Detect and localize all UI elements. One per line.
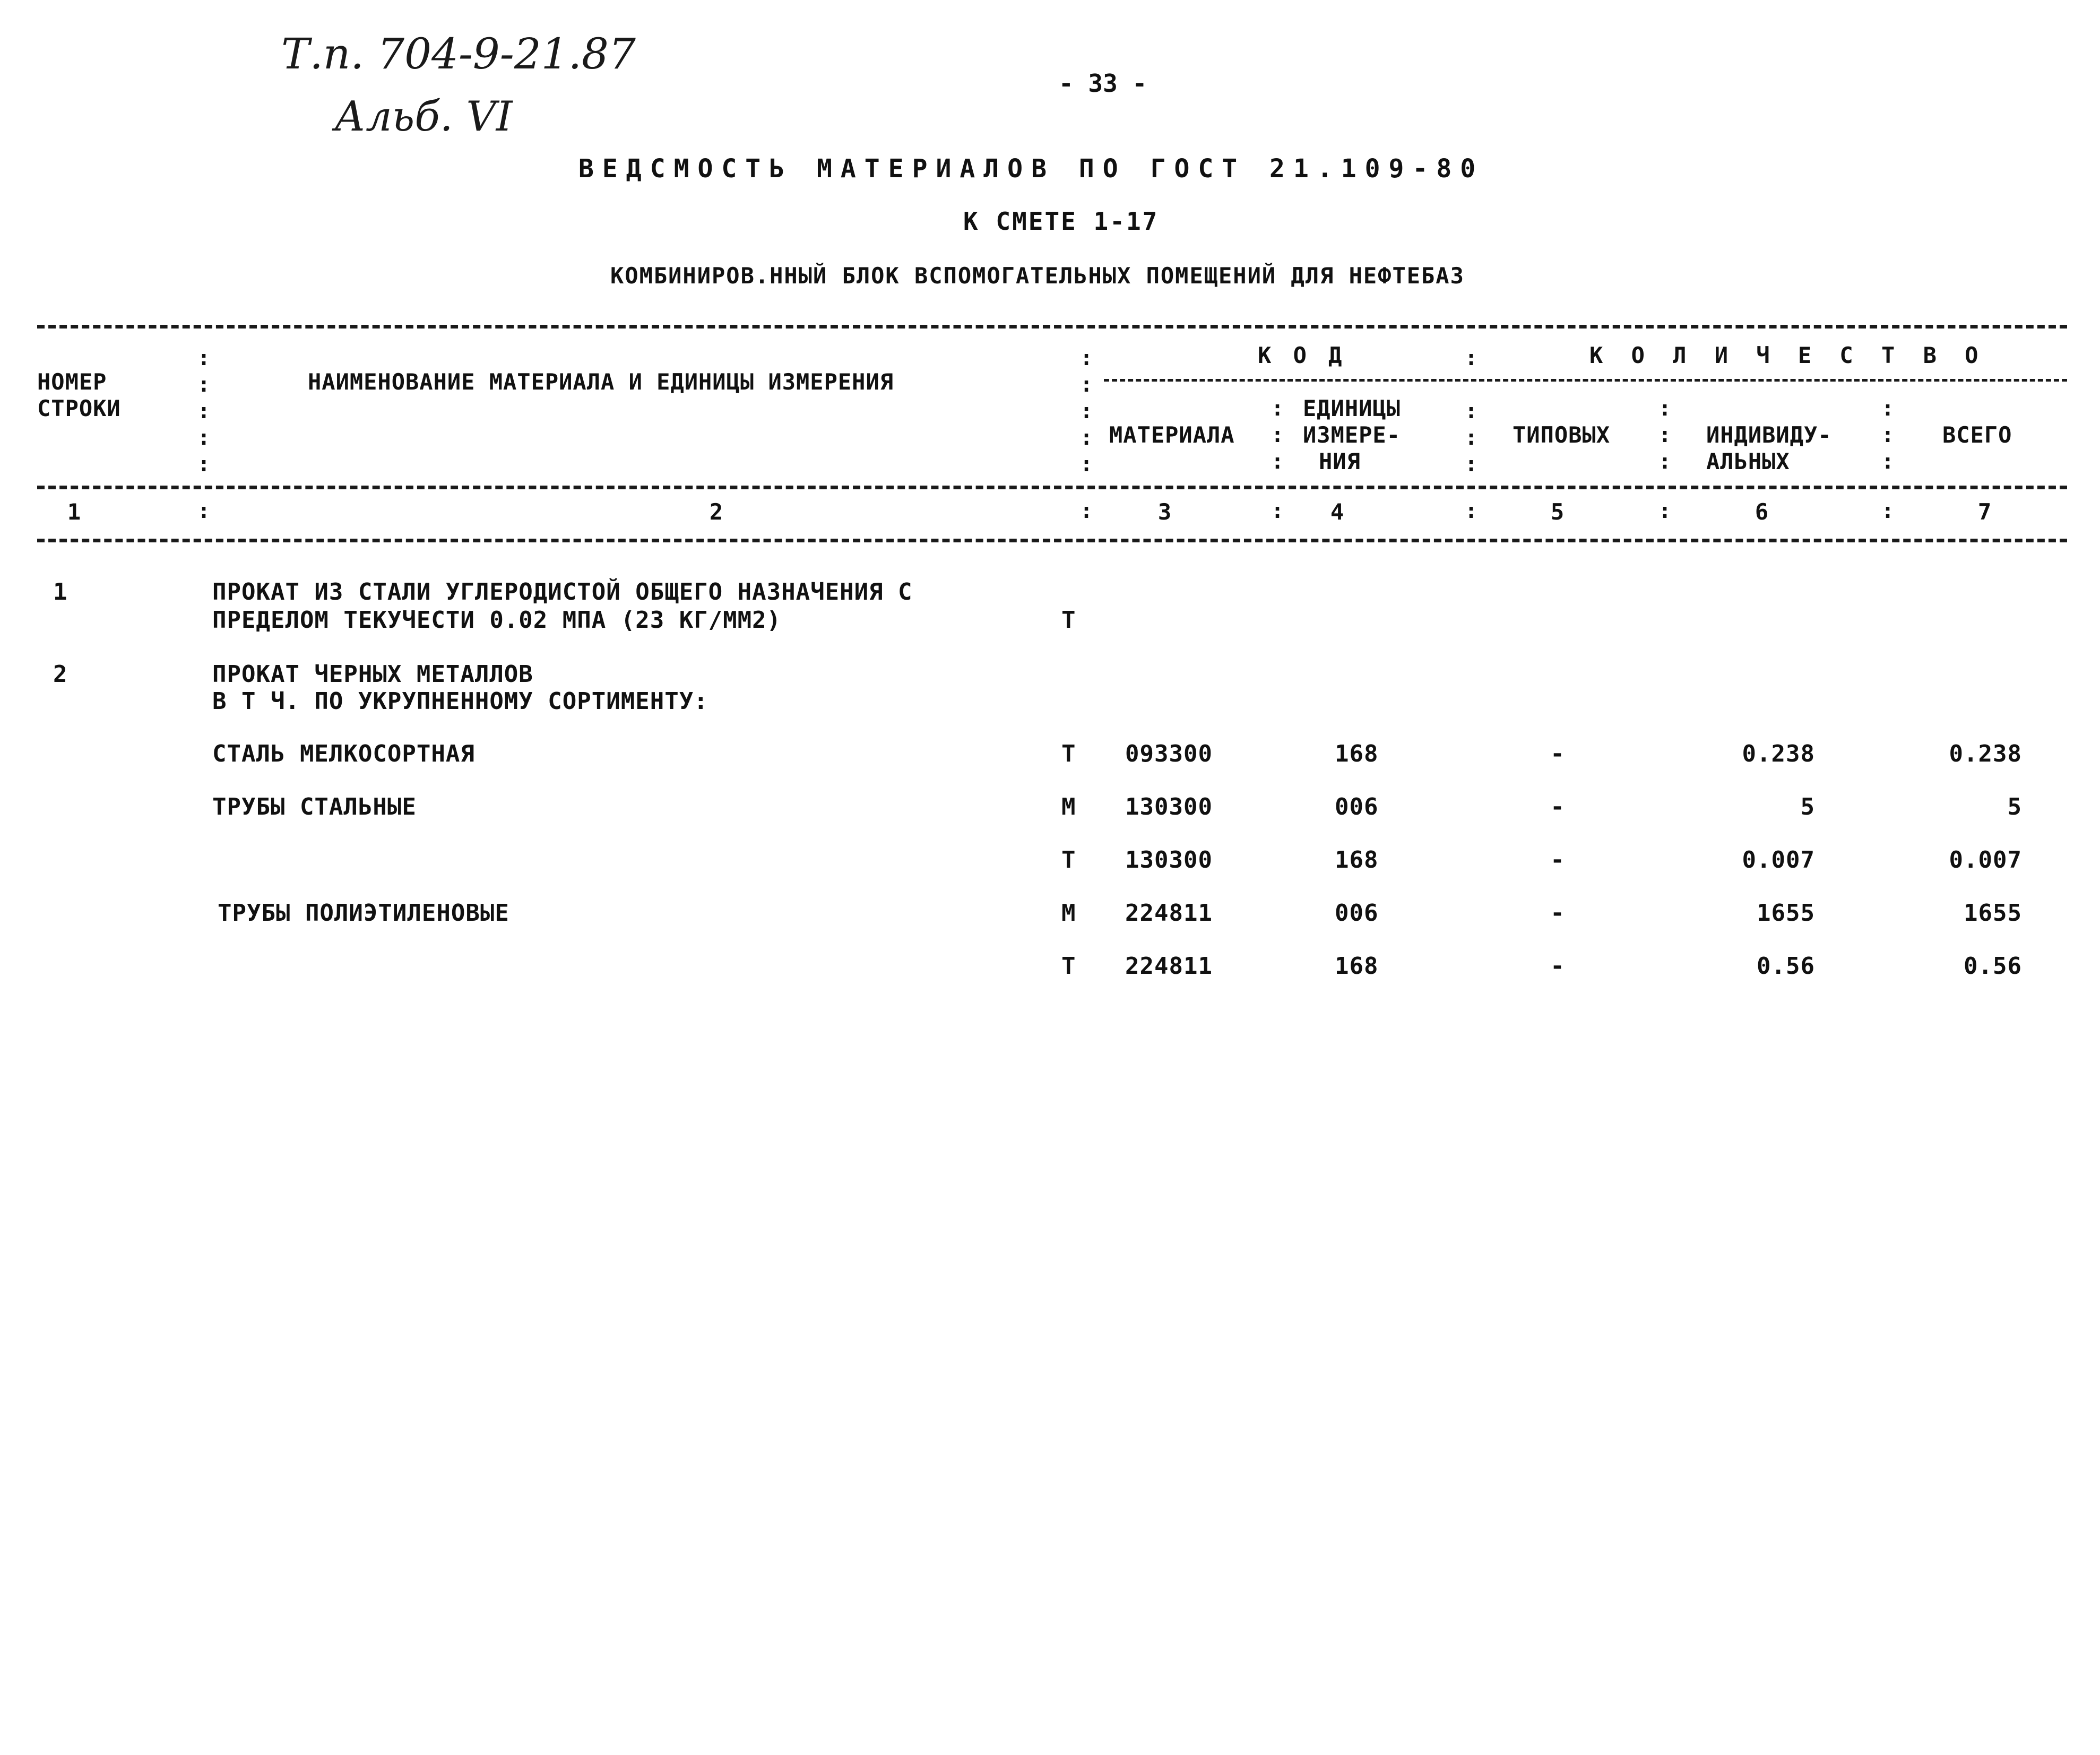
header-separator-2: : : : : : bbox=[1080, 346, 1093, 477]
individual-quantity: 0.56 bbox=[1757, 953, 1815, 980]
material-code: 130300 bbox=[1125, 793, 1213, 820]
individual-quantity: 0.238 bbox=[1742, 740, 1815, 767]
column-number-6: 6 bbox=[1755, 499, 1769, 525]
header-separator-6: : : : bbox=[1881, 396, 1895, 474]
column-number-separator-5: : bbox=[1658, 499, 1672, 523]
header-quantity-group: К О Л И Ч Е С Т В О bbox=[1589, 342, 1986, 368]
header-unit-code-line3: НИЯ bbox=[1319, 448, 1361, 474]
header-total-quantity: ВСЕГО bbox=[1942, 422, 2012, 448]
column-number-separator-3: : bbox=[1271, 499, 1284, 523]
header-material-code: МАТЕРИАЛА bbox=[1109, 422, 1235, 448]
total-quantity: 0.007 bbox=[1949, 846, 2022, 874]
header-separator-4: : : : : bbox=[1465, 346, 1478, 477]
table-row-number: 2 bbox=[53, 661, 68, 688]
individual-quantity: 5 bbox=[1800, 793, 1815, 820]
column-numbers-bottom-rule bbox=[37, 539, 2067, 542]
column-number-5: 5 bbox=[1550, 499, 1565, 525]
material-name-line2: В Т Ч. ПО УКРУПНЕННОМУ СОРТИМЕНТУ: bbox=[212, 688, 708, 715]
unit-code: 168 bbox=[1335, 953, 1379, 980]
typical-quantity: - bbox=[1550, 793, 1565, 820]
typical-quantity: - bbox=[1550, 846, 1565, 874]
unit-of-measure: Т bbox=[1061, 953, 1076, 980]
typical-quantity: - bbox=[1550, 900, 1565, 927]
handwritten-album-volume: Альб. VI bbox=[334, 93, 513, 141]
unit-code: 006 bbox=[1335, 900, 1379, 927]
unit-code: 168 bbox=[1335, 846, 1379, 874]
material-code: 093300 bbox=[1125, 740, 1213, 767]
document-title: ВЕДСМОСТЬ МАТЕРИАЛОВ ПО ГОСТ 21.109-80 bbox=[578, 154, 1484, 184]
material-name-line1: ПРОКАТ ЧЕРНЫХ МЕТАЛЛОВ bbox=[212, 661, 533, 688]
unit-of-measure: Т bbox=[1061, 607, 1076, 634]
individual-quantity: 0.007 bbox=[1742, 846, 1815, 874]
column-number-2: 2 bbox=[709, 499, 724, 525]
material-code: 224811 bbox=[1125, 953, 1213, 980]
material-name-line2: ПРЕДЕЛОМ ТЕКУЧЕСТИ 0.02 МПА (23 КГ/ММ2) bbox=[212, 607, 782, 634]
header-row-number-line2: СТРОКИ bbox=[37, 395, 121, 421]
typical-quantity: - bbox=[1550, 953, 1565, 980]
material-name: ТРУБЫ ПОЛИЭТИЛЕНОВЫЕ bbox=[218, 900, 509, 927]
column-number-3: 3 bbox=[1157, 499, 1172, 525]
header-separator-5: : : : bbox=[1658, 396, 1672, 474]
material-name: ТРУБЫ СТАЛЬНЫЕ bbox=[212, 793, 417, 820]
individual-quantity: 1655 bbox=[1757, 900, 1815, 927]
object-title: КОМБИНИРОВ.ННЫЙ БЛОК ВСПОМОГАТЕЛЬНЫХ ПОМЕЩЕНИЙ ДЛЯ НЕФТЕБАЗ bbox=[610, 263, 1465, 289]
total-quantity: 0.238 bbox=[1949, 740, 2022, 767]
page-number: - 33 - bbox=[1059, 69, 1147, 98]
header-row-number-line1: НОМЕР bbox=[37, 369, 107, 395]
total-quantity: 1655 bbox=[1964, 900, 2022, 927]
material-code: 130300 bbox=[1125, 846, 1213, 874]
typical-quantity: - bbox=[1550, 740, 1565, 767]
column-number-separator-1: : bbox=[197, 499, 211, 523]
code-subheader-rule bbox=[1104, 379, 2067, 382]
header-bottom-rule bbox=[37, 486, 2067, 489]
column-number-4: 4 bbox=[1330, 499, 1345, 525]
header-typical-quantity: ТИПОВЫХ bbox=[1513, 422, 1611, 448]
unit-code: 006 bbox=[1335, 793, 1379, 820]
column-number-1: 1 bbox=[67, 499, 82, 525]
material-code: 224811 bbox=[1125, 900, 1213, 927]
total-quantity: 5 bbox=[2007, 793, 2022, 820]
material-name-line1: ПРОКАТ ИЗ СТАЛИ УГЛЕРОДИСТОЙ ОБЩЕГО НАЗНАЧЕНИЯ С bbox=[212, 578, 913, 606]
column-number-7: 7 bbox=[1977, 499, 1992, 525]
unit-of-measure: Т bbox=[1061, 846, 1076, 874]
header-code-group: К О Д bbox=[1258, 342, 1346, 368]
unit-of-measure: М bbox=[1061, 900, 1076, 927]
column-number-separator-6: : bbox=[1881, 499, 1895, 523]
header-unit-code-line2: ИЗМЕРЕ- bbox=[1303, 422, 1401, 448]
table-row-number: 1 bbox=[53, 578, 68, 606]
header-separator-3: : : : bbox=[1271, 396, 1284, 474]
column-number-separator-4: : bbox=[1465, 499, 1478, 523]
unit-of-measure: М bbox=[1061, 793, 1076, 820]
header-individual-quantity-line1: ИНДИВИДУ- bbox=[1706, 422, 1832, 448]
header-individual-quantity-line2: АЛЬНЫХ bbox=[1706, 448, 1790, 474]
header-material-name: НАИМЕНОВАНИЕ МАТЕРИАЛА И ЕДИНИЦЫ ИЗМЕРЕНИЯ bbox=[308, 369, 894, 395]
estimate-reference: К СМЕТЕ 1-17 bbox=[963, 207, 1159, 236]
header-separator-1: : : : : : bbox=[197, 346, 211, 477]
handwritten-album-number: Т.п. 704-9-21.87 bbox=[281, 29, 636, 79]
header-unit-code-line1: ЕДИНИЦЫ bbox=[1303, 395, 1401, 421]
unit-code: 168 bbox=[1335, 740, 1379, 767]
column-number-separator-2: : bbox=[1080, 499, 1093, 523]
total-quantity: 0.56 bbox=[1964, 953, 2022, 980]
table-top-rule bbox=[37, 325, 2067, 328]
material-name: СТАЛЬ МЕЛКОСОРТНАЯ bbox=[212, 740, 475, 767]
unit-of-measure: Т bbox=[1061, 740, 1076, 767]
